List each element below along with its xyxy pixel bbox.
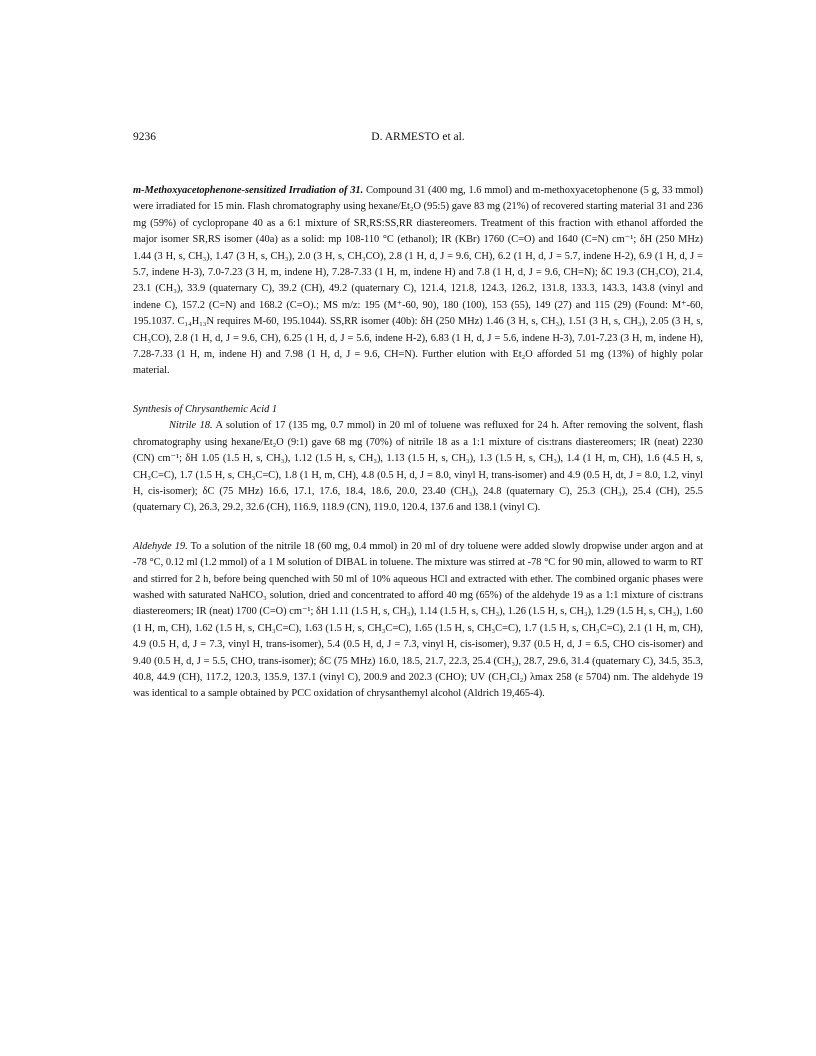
section-heading: Synthesis of Chrysanthemic Acid 1: [133, 403, 278, 415]
paragraph-lead-title: Nitrile 18.: [169, 420, 213, 432]
section-spacer: [133, 380, 703, 402]
article-body: [133, 183, 703, 703]
page-number: 9236: [133, 131, 156, 143]
paragraph-text: A solution of 17 (135 mg, 0.7 mmol) in 20 ml of toluene was refluxed for 24 h. After removing the solvent, flash chromatography using hexane/Et₂O (9:1) gave 68 mg (70%) of nitrile 18 as a 1:1 mixture of cis:trans diastereomers; IR (neat) 2230 (CN) cm⁻¹; δH 1.05 (1.5 H, s, CH₃), 1.12 (1.5 H, s, CH₃), 1.13 (1.5 H, s, CH₃), 1.3 (1.5 H, s, CH₃), 1.4 (1 H, m, CH), 1.6 (4.5 H, s, CH₃C=C), 1.7 (1.5 H, s, CH₃C=C), 1.8 (1 H, m, CH), 4.8 (0.5 H, d, J = 8.0, vinyl H, trans-isomer) and 4.9 (0.5 H, dt, J = 8.0, 1.2, vinyl H, cis-isomer); δC (75 MHz) 16.6, 17.1, 17.6, 18.4, 18.6, 20.0, 23.40 (CH₃), 24.8 (quaternary C), 25.3 (CH₃), 25.4 (CH), 25.5 (quaternary C), 26.3, 29.2, 32.6 (CH), 116.9, 118.9 (CN), 119.0, 120.4, 137.6 and 138.1 (vinyl C).: [133, 420, 703, 514]
running-head: D. ARMESTO et al.: [371, 131, 465, 143]
paragraph-lead-title: Aldehyde 19.: [133, 540, 188, 552]
paragraph-text: To a solution of the nitrile 18 (60 mg, 0.4 mmol) in 20 ml of dry toluene were added slowly dropwise under argon and at -78 °C, 0.12 ml (1.2 mmol) of a 1 M solution of DIBAL in toluene. The mixture was stirred at -78 °C for 90 min, allowed to warm to RT and stirred for 2 h, before being quenched with 50 ml of 10% aqueous HCl and extracted with ether. The combined organic phases were washed with saturated NaHCO₃ solution, dried and concentrated to afford 40 mg (65%) of the aldehyde 19 as a 1:1 mixture of cis:trans diastereomers; IR (neat) 1700 (C=O) cm⁻¹; δH 1.11 (1.5 H, s, CH₃), 1.14 (1.5 H, s, CH₃), 1.26 (1.5 H, s, CH₃), 1.29 (1.5 H, s, CH₃), 1.60 (1 H, m, CH), 1.62 (1.5 H, s, CH₃C=C), 1.63 (1.5 H, s, CH₃C=C), 1.65 (1.5 H, s, CH₃C=C), 1.7 (1.5 H, s, CH₃C=C), 2.1 (1 H, m, CH), 4.9 (0.5 H, d, J = 7.3, vinyl H, trans-isomer), 5.4 (0.5 H, d, J = 7.3, vinyl H, cis-isomer), 9.37 (0.5 H, d, J = 6.5, CHO cis-isomer) and 9.40 (0.5 H, d, J = 5.5, CHO, trans-isomer); δC (75 MHz) 16.0, 18.5, 21.7, 22.3, 25.4 (CH₃), 28.7, 29.6, 31.4 (quaternary C), 34.5, 35.3, 40.8, 44.9 (CH), 117.2, 120.3, 135.9, 137.1 (vinyl C), 200.9 and 202.3 (CHO); UV (CH₂Cl₂) λmax 258 (ε 5704) nm. The aldehyde 19 was identical to a sample obtained by PCC oxidation of chrysanthemyl alcohol (Aldrich 19,465-4).: [133, 540, 703, 700]
section-spacer: [133, 517, 703, 539]
paragraph-nitrile-18: [133, 418, 703, 516]
paragraph-text: Compound 31 (400 mg, 1.6 mmol) and m-methoxyacetophenone (5 g, 33 mmol) were irradiated for 15 min. Flash chromatography using hexane/Et₂O (95:5) gave 83 mg (21%) of recovered starting material 31 and 236 mg (59%) of cyclopropane 40 as a 6:1 mixture of SR,RS:SS,RR diastereomers. Treatment of this fraction with ethanol afforded the major isomer SR,RS isomer (40a) as a solid: mp 108-110 °C (ethanol); IR (KBr) 1760 (C=O) and 1640 (C=N) cm⁻¹; δH (250 MHz) 1.44 (3 H, s, CH₃), 1.47 (3 H, s, CH₃), 2.0 (3 H, s, CH₃CO), 2.8 (1 H, d, J = 9.6, CH), 6.2 (1 H, d, J = 5.7, indene H-2), 6.9 (1 H, d, J = 5.7, indene H-3), 7.0-7.23 (3 H, m, indene H), 7.28-7.33 (1 H, m, indene H) and 7.8 (1 H, d, J = 9.6, CH=N); δC 19.3 (CH₃CO), 21.4, 23.1 (CH₃), 33.9 (quaternary C), 39.2 (CH), 49.2 (quaternary C), 121.4, 121.8, 124.3, 126.2, 131.8, 133.3, 143.3, 143.8 (vinyl and indene C), 157.2 (C=N) and 168.2 (C=O).; MS m/z: 195 (M⁺-60, 90), 180 (100), 153 (55), 149 (27) and 115 (29) (Found: M⁺-60, 195.1037. C₁₄H₁₃N requires M-60, 195.1044). SS,RR isomer (40b): δH (250 MHz) 1.46 (3 H, s, CH₃), 1.51 (3 H, s, CH₃), 2.05 (3 H, s, CH₃CO), 2.8 (1 H, d, J = 9.6, CH), 6.25 (1 H, d, J = 5.6, indene H-2), 6.83 (1 H, d, J = 5.6, indene H-3), 7.01-7.23 (3 H, m, indene H), 7.28-7.33 (1 H, m, indene H) and 7.98 (1 H, d, J = 9.6, CH=N). Further elution with Et₂O afforded 51 mg (13%) of highly polar material.: [133, 185, 703, 377]
paragraph-lead-title: m-Methoxyacetophenone-sensitized Irradiation of 31.: [133, 185, 364, 196]
paragraph-sensitized-irradiation: [133, 183, 703, 380]
page-header: [133, 131, 703, 151]
paragraph-aldehyde-19: [133, 539, 703, 703]
